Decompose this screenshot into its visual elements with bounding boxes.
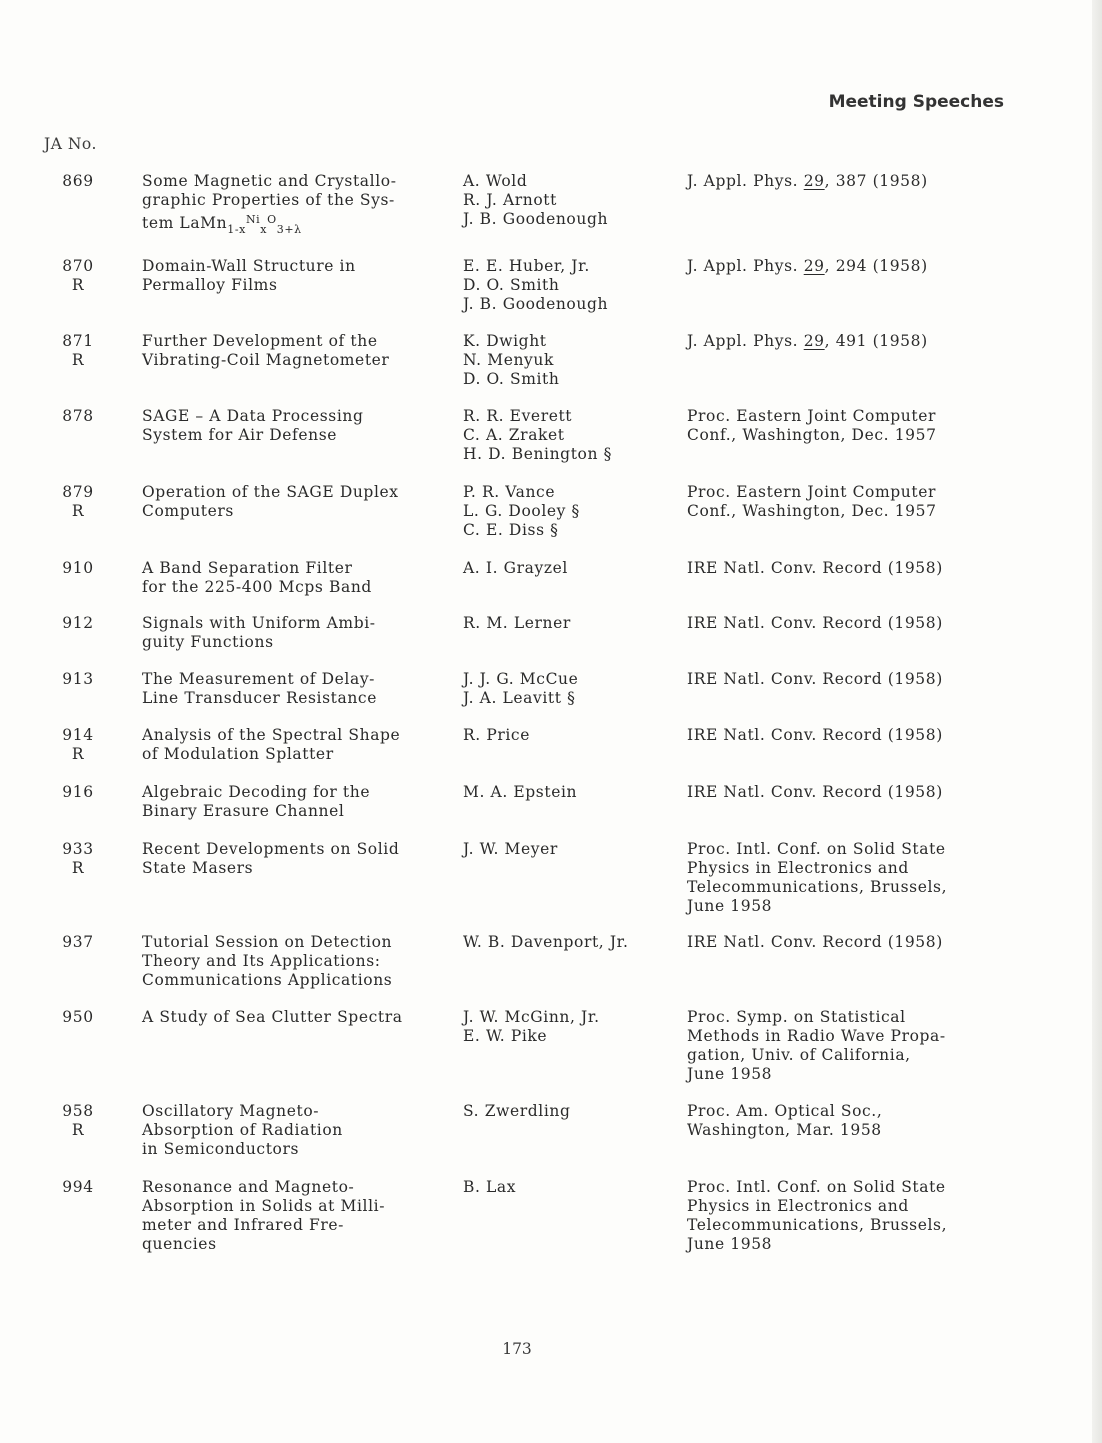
reference-line: Conf., Washington, Dec. 1957 (687, 502, 937, 520)
revision-mark: R (71, 745, 85, 763)
author: J. J. G. McCue (463, 670, 579, 688)
author: C. E. Diss § (463, 521, 559, 539)
title-line: System for Air Defense (142, 426, 338, 444)
ja-number-cell (58, 172, 98, 191)
reference-cell (687, 407, 1007, 445)
title-line: for the 225-400 Mcps Band (142, 578, 372, 596)
ja-number-cell (58, 483, 98, 521)
ja-number-cell (58, 726, 98, 764)
ja-number-cell (58, 332, 98, 370)
title-line: Further Development of the (142, 332, 378, 350)
reference-line: IRE Natl. Conv. Record (1958) (687, 933, 943, 951)
reference-line: IRE Natl. Conv. Record (1958) (687, 726, 943, 744)
title-line: A Study of Sea Clutter Spectra (142, 1008, 403, 1026)
title-line: Algebraic Decoding for the (142, 783, 371, 801)
title-cell (142, 933, 442, 990)
author: E. E. Huber, Jr. (463, 257, 590, 275)
ja-number: 994 (62, 1178, 94, 1196)
authors-cell (463, 670, 673, 708)
author: W. B. Davenport, Jr. (463, 933, 629, 951)
reference-line: Proc. Eastern Joint Computer (687, 483, 936, 501)
author: A. I. Grayzel (463, 559, 568, 577)
author: H. D. Benington § (463, 445, 612, 463)
reference-cell (687, 1102, 1007, 1140)
reference-cell (687, 172, 1007, 191)
reference-line: Conf., Washington, Dec. 1957 (687, 426, 937, 444)
author: A. Wold (463, 172, 528, 190)
authors-cell (463, 483, 673, 540)
ja-number-cell (58, 1102, 98, 1140)
volume-number: 29 (803, 332, 825, 350)
authors-cell (463, 332, 673, 389)
title-line: in Semiconductors (142, 1140, 300, 1158)
revision-mark: R (71, 502, 85, 520)
reference-cell (687, 257, 1007, 276)
title-line: Permalloy Films (142, 276, 278, 294)
reference-cell (687, 783, 1007, 802)
ja-number: 916 (62, 783, 94, 801)
title-line: Vibrating-Coil Magnetometer (142, 351, 390, 369)
author: K. Dwight (463, 332, 547, 350)
title-cell (142, 726, 442, 764)
title-line: Binary Erasure Channel (142, 802, 345, 820)
title-line: Theory and Its Applications: (142, 952, 381, 970)
ja-number: 912 (62, 614, 94, 632)
ja-number-cell (58, 840, 98, 878)
ja-number: 914 (62, 726, 94, 744)
reference-line: June 1958 (687, 897, 773, 915)
authors-cell (463, 933, 673, 952)
ja-number: 879 (62, 483, 94, 501)
title-cell (142, 407, 442, 445)
reference-line: Methods in Radio Wave Propa- (687, 1027, 946, 1045)
reference-cell (687, 332, 1007, 351)
title-line: Absorption in Solids at Milli- (142, 1197, 386, 1215)
title-line: SAGE – A Data Processing (142, 407, 364, 425)
title-line: Computers (142, 502, 234, 520)
title-line: Communications Applications (142, 971, 393, 989)
page-number: 173 (502, 1340, 532, 1358)
reference-line: IRE Natl. Conv. Record (1958) (687, 614, 943, 632)
title-line: State Masers (142, 859, 254, 877)
ja-number-cell (58, 1178, 98, 1197)
ja-number: 871 (62, 332, 94, 350)
ja-number-column-label: JA No. (44, 135, 97, 153)
reference-line: IRE Natl. Conv. Record (1958) (687, 783, 943, 801)
ja-number: 910 (62, 559, 94, 577)
author: J. W. McGinn, Jr. (463, 1008, 600, 1026)
reference-cell (687, 933, 1007, 952)
title-line: graphic Properties of the Sys- (142, 191, 395, 209)
reference-line: Physics in Electronics and (687, 859, 909, 877)
author: E. W. Pike (463, 1027, 548, 1045)
ja-number: 933 (62, 840, 94, 858)
title-line: Domain-Wall Structure in (142, 257, 356, 275)
reference-line: Proc. Am. Optical Soc., (687, 1102, 883, 1120)
revision-mark: R (71, 276, 85, 294)
title-line: Some Magnetic and Crystallo- (142, 172, 397, 190)
authors-cell (463, 840, 673, 859)
ja-number-cell (58, 783, 98, 802)
authors-cell (463, 783, 673, 802)
reference-line: IRE Natl. Conv. Record (1958) (687, 559, 943, 577)
revision-mark: R (71, 351, 85, 369)
authors-cell (463, 726, 673, 745)
authors-cell (463, 1102, 673, 1121)
authors-cell (463, 257, 673, 314)
reference-line: IRE Natl. Conv. Record (1958) (687, 670, 943, 688)
ja-number-cell (58, 559, 98, 578)
title-line: Oscillatory Magneto- (142, 1102, 320, 1120)
ja-number-cell (58, 407, 98, 426)
reference-line: Telecommunications, Brussels, (687, 1216, 948, 1234)
title-line: Absorption of Radiation (142, 1121, 343, 1139)
authors-cell (463, 559, 673, 578)
title-line: A Band Separation Filter (142, 559, 353, 577)
title-line: Signals with Uniform Ambi- (142, 614, 376, 632)
title-line: guity Functions (142, 633, 274, 651)
author: D. O. Smith (463, 370, 560, 388)
reference-line: Proc. Symp. on Statistical (687, 1008, 906, 1026)
reference-line: J. Appl. Phys. 29, 491 (1958) (687, 332, 928, 350)
ja-number: 878 (62, 407, 94, 425)
authors-cell (463, 172, 673, 229)
title-line: of Modulation Splatter (142, 745, 334, 763)
author: M. A. Epstein (463, 783, 578, 801)
ja-number: 937 (62, 933, 94, 951)
title-cell (142, 1008, 442, 1027)
reference-line: Physics in Electronics and (687, 1197, 909, 1215)
ja-number-cell (58, 614, 98, 633)
title-cell (142, 1102, 442, 1159)
reference-cell (687, 726, 1007, 745)
reference-line: June 1958 (687, 1065, 773, 1083)
author: R. J. Arnott (463, 191, 557, 209)
title-cell (142, 783, 442, 821)
author: J. W. Meyer (463, 840, 558, 858)
reference-line: Proc. Intl. Conf. on Solid State (687, 840, 946, 858)
title-cell (142, 559, 442, 597)
author: P. R. Vance (463, 483, 556, 501)
ja-number-cell (58, 933, 98, 952)
reference-line: Proc. Intl. Conf. on Solid State (687, 1178, 946, 1196)
reference-cell (687, 1008, 1007, 1084)
reference-line: Proc. Eastern Joint Computer (687, 407, 936, 425)
title-cell (142, 483, 442, 521)
title-line: quencies (142, 1235, 217, 1253)
author: R. Price (463, 726, 530, 744)
title-line: Line Transducer Resistance (142, 689, 377, 707)
title-cell (142, 172, 442, 239)
author: C. A. Zraket (463, 426, 565, 444)
title-cell (142, 332, 442, 370)
reference-line: gation, Univ. of California, (687, 1046, 911, 1064)
author: J. A. Leavitt § (463, 689, 576, 707)
title-line: Operation of the SAGE Duplex (142, 483, 399, 501)
author: J. B. Goodenough (463, 210, 609, 228)
authors-cell (463, 1008, 673, 1046)
reference-line: Washington, Mar. 1958 (687, 1121, 882, 1139)
author: D. O. Smith (463, 276, 560, 294)
reference-cell (687, 483, 1007, 521)
ja-number: 950 (62, 1008, 94, 1026)
title-cell (142, 670, 442, 708)
reference-cell (687, 670, 1007, 689)
revision-mark: R (71, 1121, 85, 1139)
author: N. Menyuk (463, 351, 554, 369)
volume-number: 29 (803, 172, 825, 190)
title-formula-line: tem LaMn$_{1-x}^{Ni}_x^O_{3+\lambda}$ (142, 213, 302, 236)
title-cell (142, 1178, 442, 1254)
ja-number-cell (58, 670, 98, 689)
reference-line: June 1958 (687, 1235, 773, 1253)
author: R. R. Everett (463, 407, 573, 425)
author: L. G. Dooley § (463, 502, 580, 520)
title-cell (142, 840, 442, 878)
section-title: Meeting Speeches (828, 92, 1004, 112)
ja-number: 869 (62, 172, 94, 190)
title-line: The Measurement of Delay- (142, 670, 376, 688)
reference-cell (687, 614, 1007, 633)
title-cell (142, 257, 442, 295)
reference-line: J. Appl. Phys. 29, 387 (1958) (687, 172, 928, 190)
title-line: Resonance and Magneto- (142, 1178, 355, 1196)
ja-number: 913 (62, 670, 94, 688)
title-line: Tutorial Session on Detection (142, 933, 393, 951)
volume-number: 29 (803, 257, 825, 275)
ja-number-cell (58, 257, 98, 295)
title-line: Recent Developments on Solid (142, 840, 400, 858)
reference-cell (687, 559, 1007, 578)
title-line: meter and Infrared Fre- (142, 1216, 344, 1234)
ja-number-cell (58, 1008, 98, 1027)
reference-line: Telecommunications, Brussels, (687, 878, 948, 896)
title-line: Analysis of the Spectral Shape (142, 726, 401, 744)
ja-number: 870 (62, 257, 94, 275)
reference-cell (687, 1178, 1007, 1254)
authors-cell (463, 1178, 673, 1197)
page-edge-shadow (1092, 0, 1102, 1443)
author: R. M. Lerner (463, 614, 571, 632)
reference-line: J. Appl. Phys. 29, 294 (1958) (687, 257, 928, 275)
authors-cell (463, 614, 673, 633)
author: J. B. Goodenough (463, 295, 609, 313)
author: B. Lax (463, 1178, 517, 1196)
author: S. Zwerdling (463, 1102, 571, 1120)
authors-cell (463, 407, 673, 464)
reference-cell (687, 840, 1007, 916)
revision-mark: R (71, 859, 85, 877)
title-cell (142, 614, 442, 652)
ja-number: 958 (62, 1102, 94, 1120)
